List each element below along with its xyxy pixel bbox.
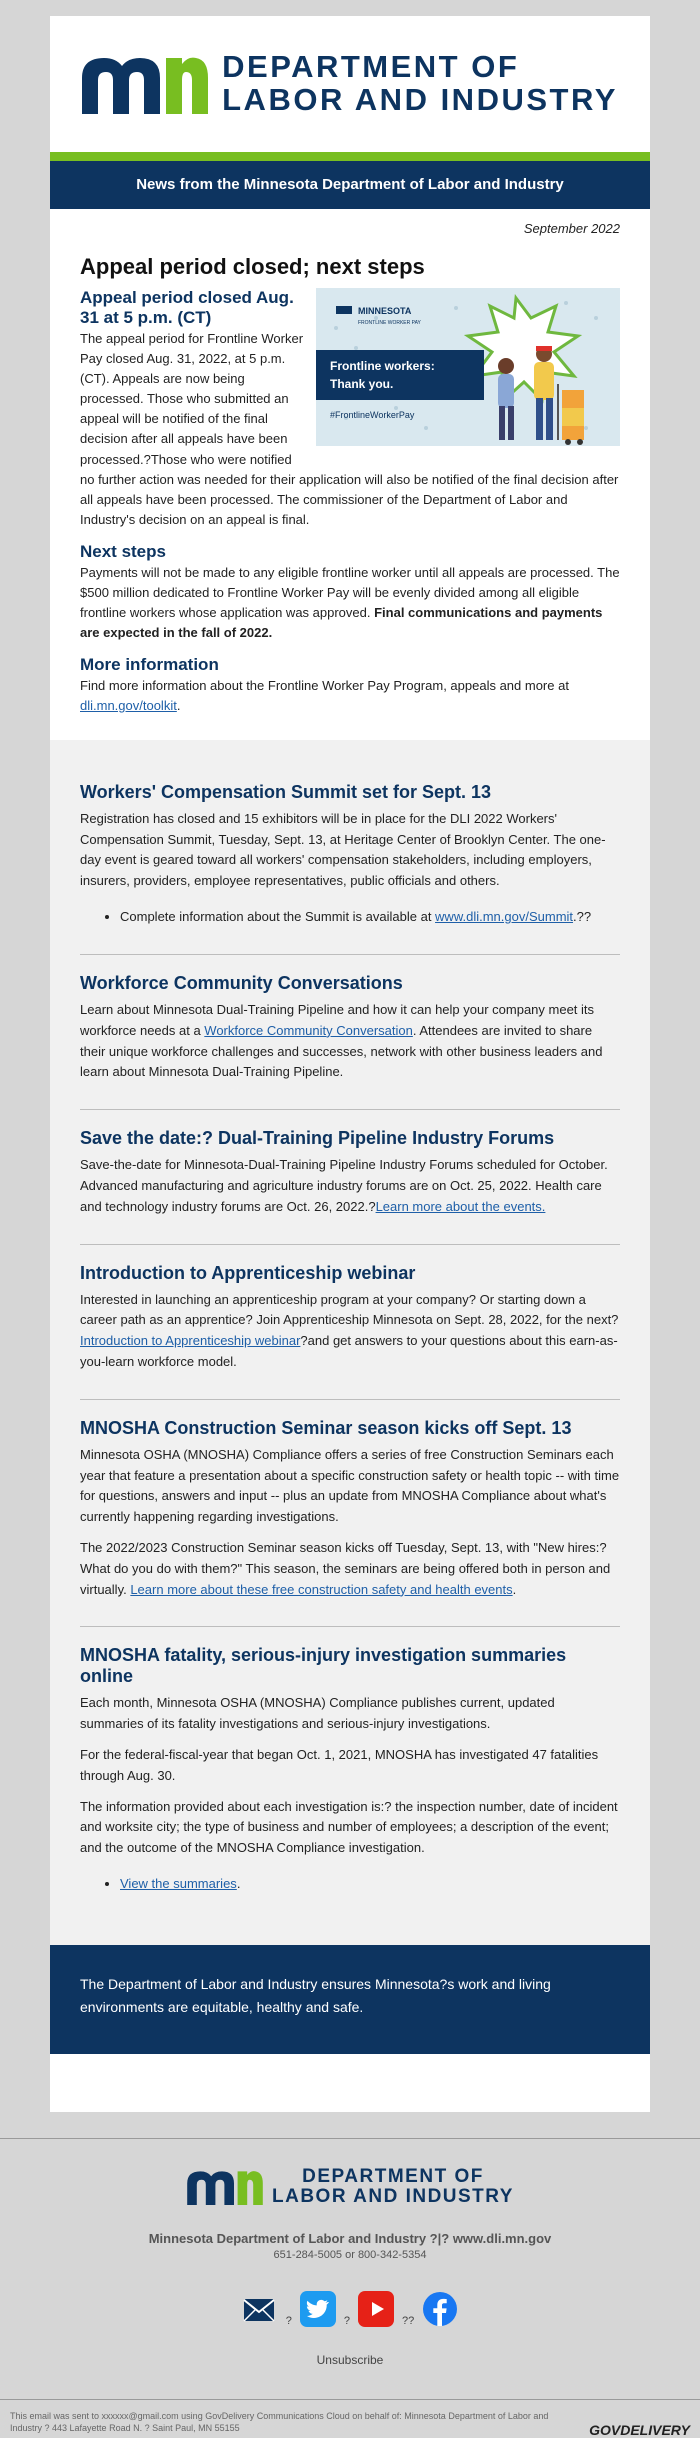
- body-text-end: .: [512, 1581, 517, 1597]
- lead-title: Appeal period closed; next steps: [80, 254, 425, 279]
- footer-org-name: Minnesota Department of Labor and Industry ?|? www.dli.mn.gov: [148, 2230, 552, 2246]
- articles-section: [50, 740, 650, 1945]
- logo-wordmark: [272, 2167, 514, 2207]
- green-accent-bar: [50, 152, 650, 161]
- footer-phone: 651-284-5005 or 800-342-5354: [273, 2248, 427, 2261]
- social-links: [0, 2291, 700, 2327]
- hero-line-1: Frontline workers:: [330, 359, 435, 373]
- more-info-text: Find more information about the Frontline Worker Pay Program, appeals and more at: [80, 677, 569, 693]
- next-steps-text: Payments will not be made to any eligible frontline worker until all appeals are processed. The $500 million dedicated to Frontline Worker Pay will be evenly divided among all eligible frontline workers whose application was approved.: [80, 564, 620, 620]
- logo-line-1: DEPARTMENT OF: [302, 2165, 484, 2187]
- email-icon[interactable]: [242, 2291, 278, 2327]
- article-title: Introduction to Apprenticeship webinar: [80, 1262, 416, 1283]
- body-text: Save-the-date for Minnesota-Dual-Training Pipeline Industry Forums scheduled for October. Advanced manufacturing and agriculture industry forums are on Oct. 25, 2022. Health care and technology industry forums are Oct. 26, 2022.?: [80, 1157, 608, 1214]
- lead-section-1-heading: Appeal period closed Aug. 31 at 5 p.m. (CT): [80, 288, 294, 328]
- view-summaries-link[interactable]: View the summaries: [120, 1876, 237, 1892]
- article-body: Each month, Minnesota OSHA (MNOSHA) Compliance publishes current, updated summaries of its fatality investigations and serious-injury investigations.: [80, 1695, 555, 1732]
- hero-line-2: Thank you.: [330, 377, 394, 391]
- news-banner: News from the Minnesota Department of Labor and Industry: [50, 161, 650, 209]
- mn-logo-icon: [82, 54, 208, 114]
- list-item: [120, 1873, 620, 1895]
- issue-date: September 2022: [523, 221, 620, 236]
- email-container: [50, 16, 650, 2112]
- legal-text: This email was sent to xxxxxx@gmail.com using GovDelivery Communications Cloud on behalf of: Minnesota Department of Labor and Industry ? 443 Lafayette Road N. ? Saint Paul, MN 55155: [10, 2410, 549, 2434]
- article-workforce-conversations: [80, 973, 620, 1110]
- bullet-tail: .??: [573, 909, 592, 924]
- apprenticeship-webinar-link[interactable]: Introduction to Apprenticeship webinar: [80, 1333, 301, 1349]
- separator: ?: [343, 2314, 350, 2327]
- article-body-2: For the federal-fiscal-year that began Oct. 1, 2021, MNOSHA has investigated 47 fatalities through Aug. 30.: [80, 1747, 599, 1783]
- article-title: Save the date:? Dual-Training Pipeline Industry Forums: [80, 1128, 555, 1149]
- youtube-icon[interactable]: [358, 2291, 394, 2327]
- next-steps-emphasis: Final communications and payments are expected in the fall of 2022.: [80, 604, 603, 640]
- article-title: Workers' Compensation Summit set for Sept. 13: [80, 781, 492, 802]
- logo-line-2: LABOR AND INDUSTRY: [222, 82, 618, 117]
- article-bullets: [120, 1873, 620, 1895]
- lead-section-3-heading: More information: [80, 655, 219, 675]
- article-title: MNOSHA fatality, serious-injury investigation summaries online: [80, 1645, 567, 1687]
- body-text: The 2022/2023 Construction Seminar season kicks off Tuesday, Sept. 13, with "New hires:? What do you do with them?" This season, the seminars are being offered both in person and virtually.: [80, 1540, 611, 1597]
- article-apprenticeship-webinar: [80, 1263, 620, 1400]
- more-info-end: .: [176, 697, 181, 713]
- logo-line-2: LABOR AND INDUSTRY: [272, 2185, 514, 2207]
- hero-brand-2: FRONTLINE WORKER PAY: [358, 320, 421, 326]
- body-text-end: ?and get answers to your questions about this earn-as-you-learn workforce model.: [80, 1333, 618, 1370]
- article-body: Registration has closed and 15 exhibitors will be in place for the DLI 2022 Workers' Compensation Summit, Tuesday, Sept. 13, at Heritage Center of Brooklyn Center. The one-day event is geared toward all workers' compensation stakeholders, including employers, insurers, providers, employee representatives, public officials and others.: [80, 810, 606, 889]
- facebook-icon[interactable]: [422, 2291, 458, 2327]
- learn-more-events-link[interactable]: Learn more about the events.: [375, 1198, 546, 1214]
- body-text: Learn about Minnesota Dual-Training Pipeline and how it can help your company meet its workforce needs at a: [80, 1002, 595, 1038]
- frontline-worker-pay-image[interactable]: [316, 288, 620, 446]
- global-footer: [0, 2138, 700, 2438]
- mn-logo-icon: [186, 2169, 264, 2205]
- body-text: Interested in launching an apprenticeship program at your company? Or starting down a career path as an apprentice? Join Apprenticeship Minnesota on Sept. 28, 2022, for the next?: [80, 1291, 619, 1328]
- separator: ??: [402, 2314, 415, 2327]
- body-text-end: . Attendees are invited to share their unique workforce challenges and successes, network with other business leaders and learn about Minnesota Dual-Training Pipeline.: [80, 1022, 603, 1080]
- article-body-3: The information provided about each investigation is:? the inspection number, date of incident and worksite city; the type of business and number of employees; a description of the event; and the outcome of the MNOSHA Compliance investigation.: [80, 1798, 618, 1856]
- article-bullets: [120, 906, 620, 928]
- unsubscribe-link[interactable]: Unsubscribe: [316, 2352, 384, 2367]
- logo-wordmark: [222, 51, 618, 116]
- article-body: Minnesota OSHA (MNOSHA) Compliance offers a series of free Construction Seminars each year that feature a presentation about a specific construction safety or health topic -- with time for questions, answers and input -- plus an update from MNOSHA Compliance about what's currently happening regarding investigations.: [80, 1446, 620, 1525]
- bullet-tail: .: [236, 1876, 241, 1892]
- construction-events-link[interactable]: Learn more about these free construction safety and health events: [130, 1581, 513, 1597]
- article-body: [80, 1000, 620, 1083]
- legal-footer: [0, 2399, 700, 2438]
- article-wc-summit: [80, 782, 620, 955]
- article-title: Workforce Community Conversations: [80, 973, 403, 994]
- twitter-icon[interactable]: [300, 2291, 336, 2327]
- workforce-conversation-link[interactable]: Workforce Community Conversation: [204, 1022, 413, 1038]
- lead-section-3-body: [80, 676, 620, 716]
- lead-section-1-body: The appeal period for Frontline Worker Pay closed Aug. 31, 2022, at 5 p.m. (CT). Appeals are now being processed. Those who submitted an appeal will be notified of the final decision after all appeals have been processed.?Those who were notified no further action was needed for their application will also be notified of the final decision after all appeals have been processed. The commissioner of the Department of Labor and Industry's decision on an appeal is final.: [80, 330, 619, 528]
- hero-hashtag: #FrontlineWorkerPay: [330, 410, 415, 420]
- list-item: [120, 906, 620, 928]
- article-body: [80, 1290, 620, 1373]
- mission-statement: The Department of Labor and Industry ensures Minnesota?s work and living environments are equitable, healthy and safe.: [50, 1945, 650, 2054]
- article-title: MNOSHA Construction Seminar season kicks off Sept. 13: [80, 1417, 572, 1438]
- lead-section-2-body: [80, 563, 620, 644]
- hero-mn-icon: [336, 306, 352, 314]
- lead-section-2-heading: Next steps: [80, 542, 166, 562]
- bullet-text: Complete information about the Summit is available at: [120, 909, 436, 924]
- article-construction-seminar: [80, 1418, 620, 1628]
- lead-story: [50, 236, 650, 732]
- footer-logo[interactable]: [0, 2167, 700, 2207]
- logo-line-1: DEPARTMENT OF: [222, 49, 520, 85]
- toolkit-link[interactable]: dli.mn.gov/toolkit: [80, 697, 177, 713]
- article-industry-forums: [80, 1128, 620, 1244]
- article-body-2: [80, 1538, 620, 1600]
- hero-brand-1: MINNESOTA: [358, 306, 412, 316]
- separator: ?: [285, 2314, 292, 2327]
- article-body: [80, 1155, 620, 1217]
- header-logo[interactable]: [50, 16, 650, 152]
- summit-link[interactable]: www.dli.mn.gov/Summit: [435, 909, 574, 924]
- govdelivery-logo[interactable]: GOVDELIVERY: [589, 2421, 690, 2438]
- article-investigation-summaries: [80, 1645, 620, 1895]
